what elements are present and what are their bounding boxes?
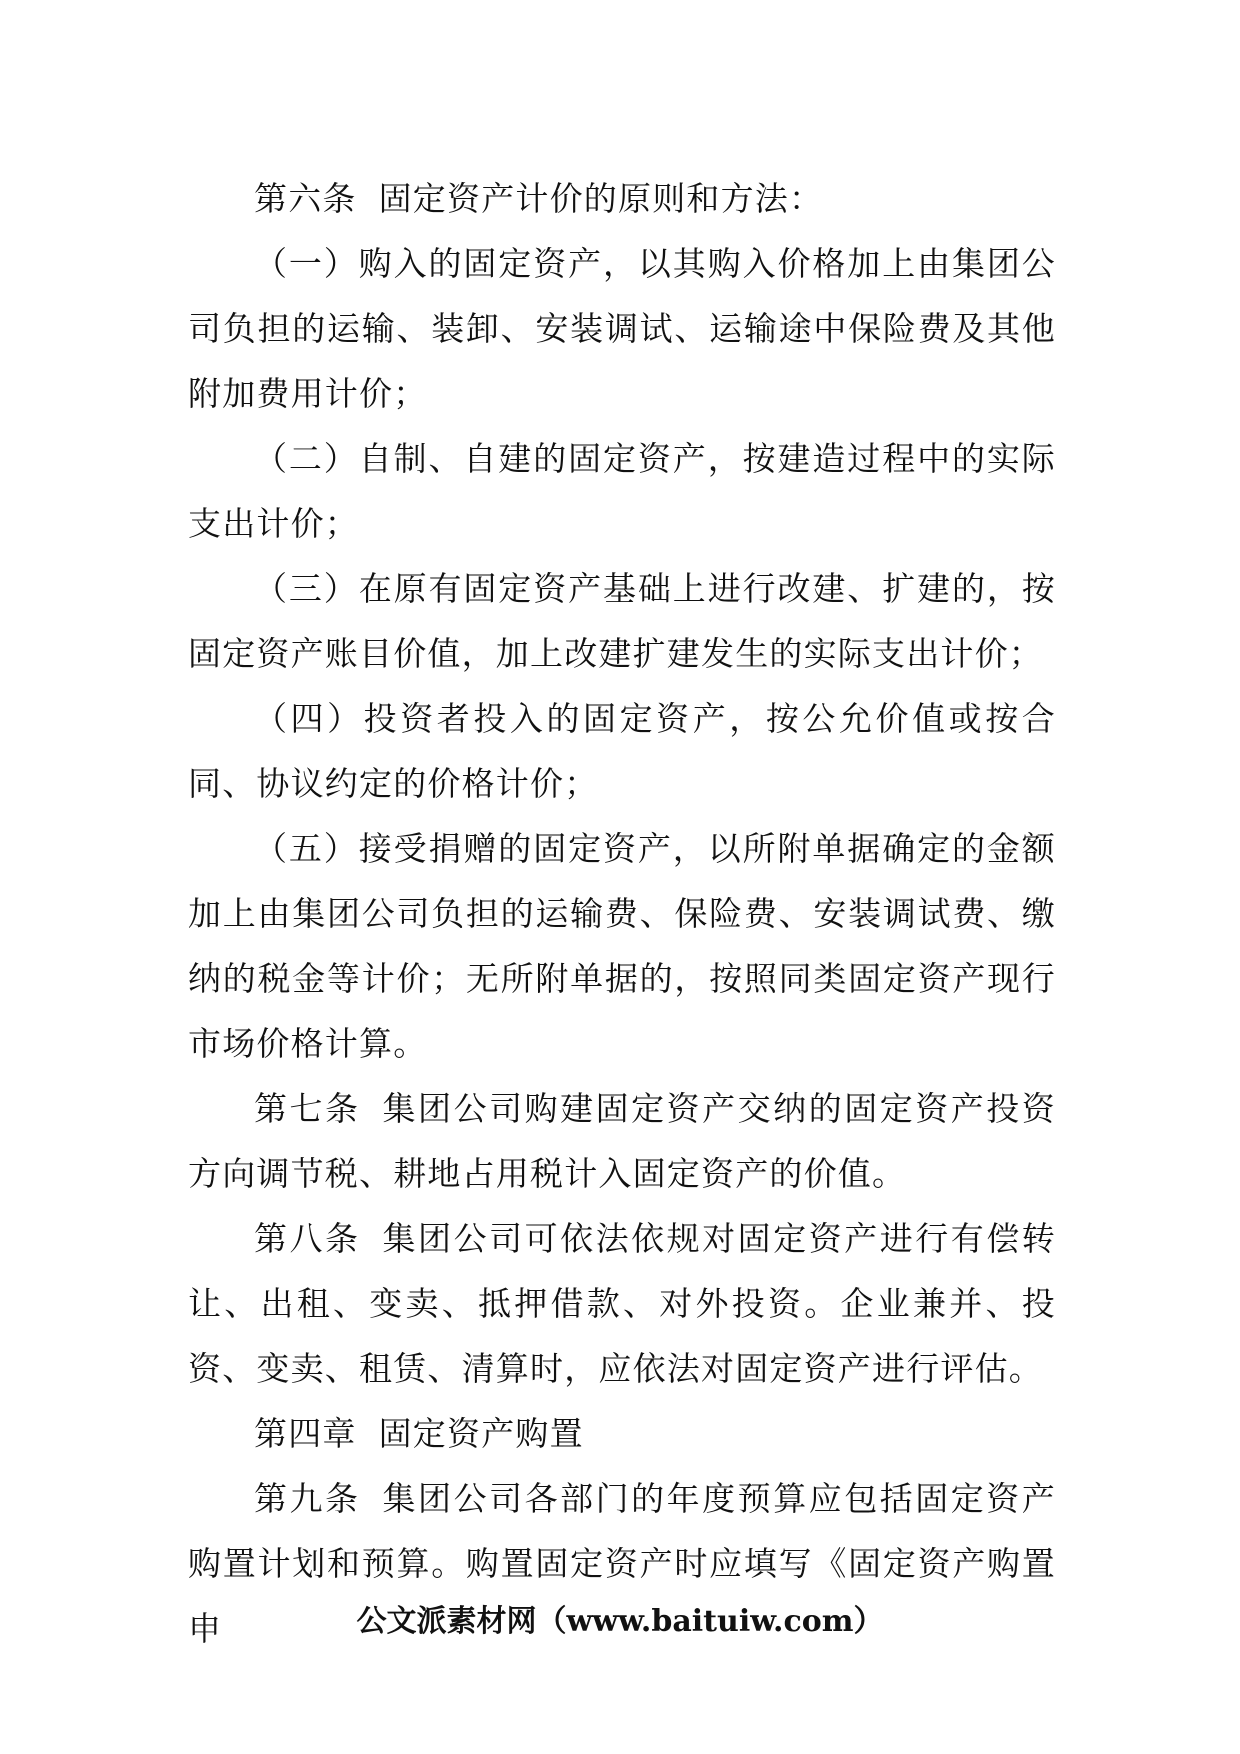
article-label: 第九条 [254, 1479, 361, 1518]
clause-5 [188, 816, 1056, 1076]
article-label: 第七条 [254, 1089, 361, 1128]
paragraph-text: （五）接受捐赠的固定资产，以所附单据确定的金额加上由集团公司负担的运输费、保险费、安装调试费、缴纳的税金等计价；无所附单据的，按照同类固定资产现行市场价格计算。 [188, 829, 1056, 1063]
paragraph-text: 集团公司可依法依规对固定资产进行有偿转让、出租、变卖、抵押借款、对外投资。企业兼并、投资、变卖、租赁、清算时，应依法对固定资产进行评估。 [188, 1219, 1056, 1388]
paragraph-text: （一）购入的固定资产，以其购入价格加上由集团公司负担的运输、装卸、安装调试、运输途中保险费及其他附加费用计价； [188, 244, 1056, 413]
paragraph-text: （三）在原有固定资产基础上进行改建、扩建的，按固定资产账目价值，加上改建扩建发生的实际支出计价； [188, 569, 1056, 673]
article-7 [188, 1076, 1056, 1206]
document-body [188, 166, 1056, 1661]
chapter-4-heading [188, 1401, 1056, 1466]
article-8 [188, 1206, 1056, 1401]
article-label: 第八条 [254, 1219, 361, 1258]
paragraph-text: （四）投资者投入的固定资产，按公允价值或按合同、协议约定的价格计价； [188, 699, 1056, 803]
footer-watermark: 公文派素材网（www.baituiw.com） [356, 1604, 884, 1639]
clause-4 [188, 686, 1056, 816]
paragraph-text: 集团公司各部门的年度预算应包括固定资产购置计划和预算。购置固定资产时应填写《固定资产购置申 [188, 1479, 1056, 1648]
article-label: 第六条 [254, 179, 357, 218]
clause-1 [188, 231, 1056, 426]
article-6-heading [188, 166, 1056, 231]
paragraph-text: 固定资产计价的原则和方法： [378, 179, 824, 218]
paragraph-text: （二）自制、自建的固定资产，按建造过程中的实际支出计价； [188, 439, 1056, 543]
clause-3 [188, 556, 1056, 686]
clause-2 [188, 426, 1056, 556]
paragraph-text: 集团公司购建固定资产交纳的固定资产投资方向调节税、耕地占用税计入固定资产的价值。 [188, 1089, 1056, 1193]
chapter-label: 第四章 [254, 1414, 357, 1453]
paragraph-text: 固定资产购置 [378, 1414, 584, 1453]
